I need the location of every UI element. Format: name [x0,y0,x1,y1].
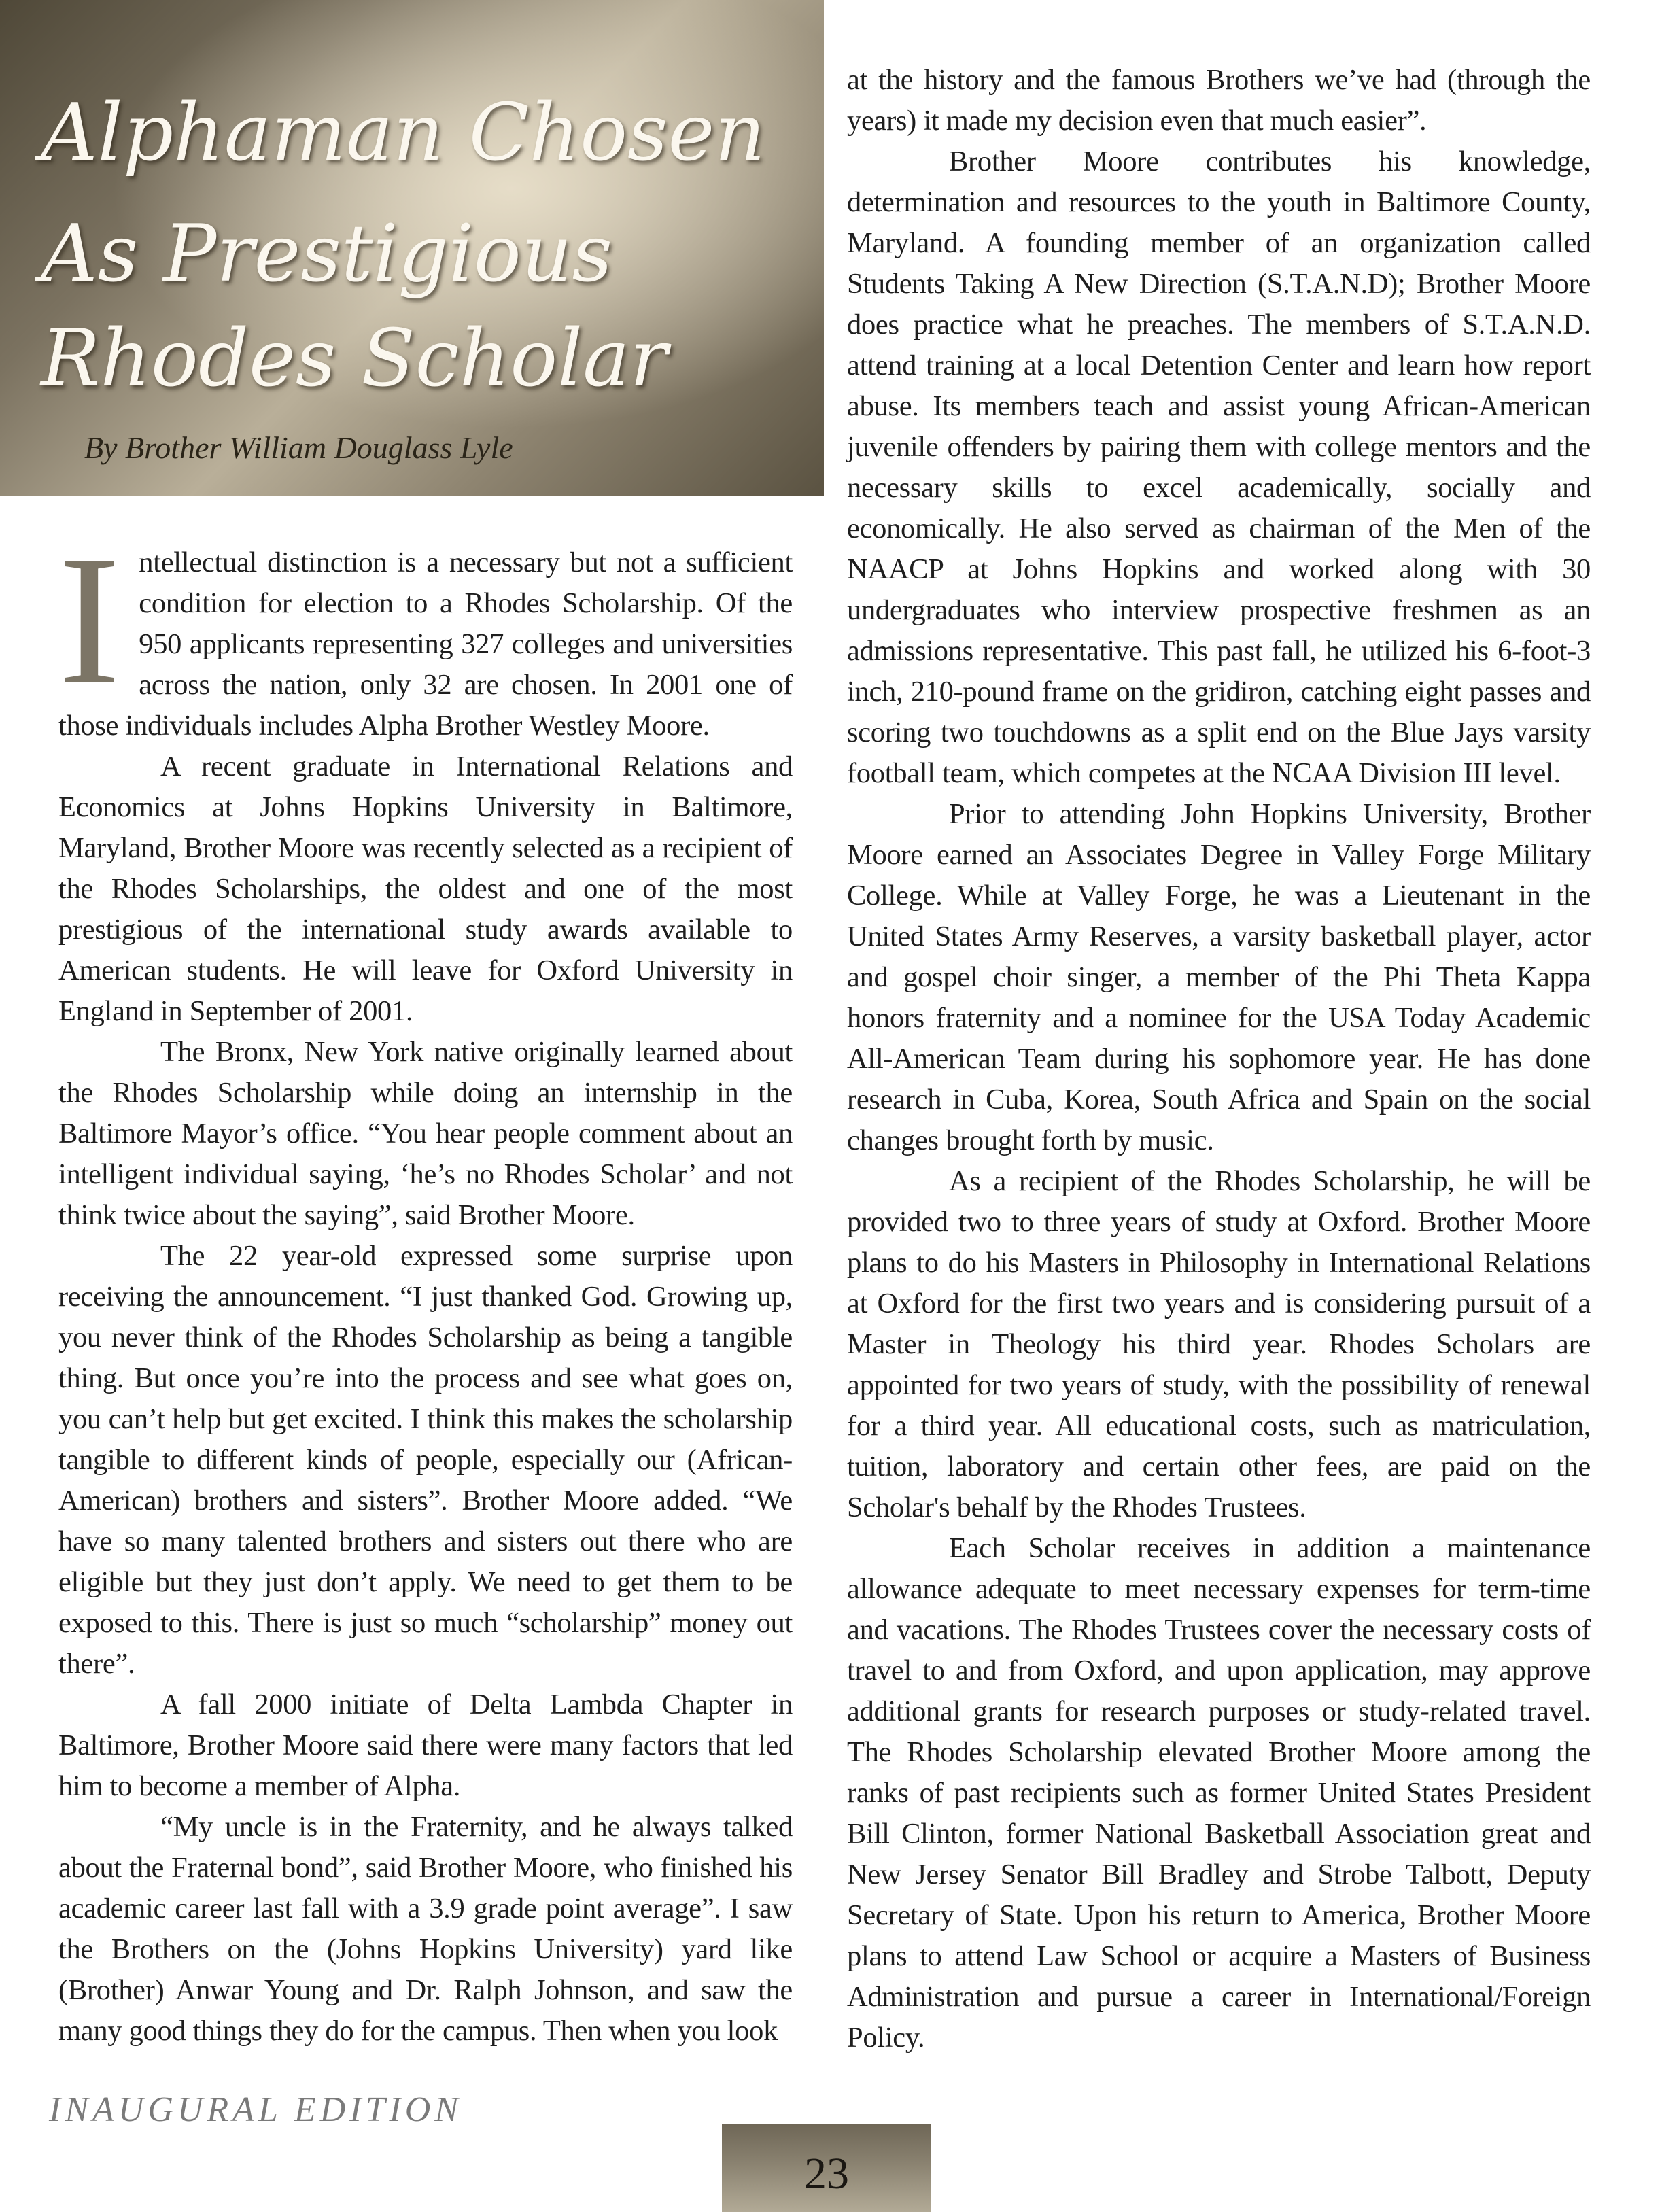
left-column [58,518,793,2052]
article-paragraph: The Bronx, New York native originally learned about the Rhodes Scholarship while doing an internship in the Baltimore Mayor’s office. “You hear people comment about an intelligent individual saying, ‘he’s no Rhodes Scholar’ and not think twice about the saying”, said Brother Moore. [58,1036,793,1231]
article-paragraph: Each Scholar receives in addition a maintenance allowance adequate to meet necessary expenses for term-time and vacations. The Rhodes Trustees cover the necessary costs of travel to and from Oxford, and upon application, may approve additional grants for research purposes or study-related travel. The Rhodes Scholarship elevated Brother Moore among the ranks of past recipients such as former United States President Bill Clinton, former National Basketball Association great and New Jersey Senator Bill Bradley and Strobe Talbott, Deputy Secretary of State. Upon his return to America, Brother Moore plans to attend Law School or acquire a Masters of Business Administration and pursue a career in International/Foreign Policy. [847,1532,1591,2054]
byline: By Brother William Douglass Lyle [84,430,513,465]
edition-label: INAUGURAL EDITION [49,2090,463,2129]
article-paragraph: The 22 year-old expressed some surprise upon receiving the announcement. “I just thanked God. Growing up, you never think of the Rhodes Scholarship as being a tangible thing. But once you’re into the process and see what goes on, you can’t help but get excited. I think this makes the scholarship tangible to different kinds of people, especially our (African-American) brothers and sisters”. Brother Moore added. “We have so many talented brothers and sisters out there who are eligible but they just don’t apply. We need to get them to be exposed to this. There is just so much “scholarship” money out there”. [58,1240,793,1680]
page-number: 23 [804,2149,849,2198]
drop-cap: I [58,518,120,723]
article-paragraph [58,518,793,746]
first-paragraph-text: ntellectual distinction is a necessary but not a sufficient condition for election to a Rhodes Scholarship. Of the 950 applicants representing 327 colleges and universities across the nation, only 32 are chosen. In 2001 one of those individuals includes Alpha Brother Westley Moore. [58,547,793,742]
article-paragraph: A fall 2000 initiate of Delta Lambda Chapter in Baltimore, Brother Moore said there were many factors that led him to become a member of Alpha. [58,1689,793,1802]
article-paragraph: A recent graduate in International Relations and Economics at Johns Hopkins University in Baltimore, Maryland, Brother Moore was recently selected as a recipient of the Rhodes Scholarships, the oldest and one of the most prestigious of the international study awards available to American students. He will leave for Oxford University in England in September of 2001. [58,750,793,1027]
page-number-box [722,2124,931,2212]
article-paragraph: Prior to attending John Hopkins University, Brother Moore earned an Associates Degree in Valley Forge Military College. While at Valley Forge, he was a Lieutenant in the United States Army Reserves, a varsity basketball player, actor and gospel choir singer, a member of the Phi Theta Kappa honors fraternity and a nominee for the USA Today Academic All-American Team during his sophomore year. He has done research in Cuba, Korea, South Africa and Spain on the social changes brought forth by music. [847,798,1591,1156]
title-line-1: Alphaman Chosen [41,87,765,179]
article-paragraph-continued: at the history and the famous Brothers we’ve had (through the years) it made my decision even that much easier”. [847,64,1591,137]
title-line-3: Rhodes Scholar [41,313,668,404]
title-line-2: As Prestigious [41,208,612,300]
article-paragraph: “My uncle is in the Fraternity, and he always talked about the Fraternal bond”, said Brother Moore, who finished his academic career last fall with a 3.9 grade point average”. I saw the Brothers on the (Johns Hopkins University) yard like (Brother) Anwar Young and Dr. Ralph Johnson, and saw the many good things they do for the campus. Then when you look [58,1811,793,2047]
right-column [847,60,1591,2058]
title-banner [0,0,824,496]
article-paragraph: As a recipient of the Rhodes Scholarship, he will be provided two to three years of study at Oxford. Brother Moore plans to do his Masters in Philosophy in International Relations at Oxford for the first two years and is considering pursuit of a Master in Theology his third year. Rhodes Scholars are appointed for two years of study, with the possibility of renewal for a third year. All educational costs, such as matriculation, tuition, laboratory and certain other fees, are paid on the Scholar's behalf by the Rhodes Trustees. [847,1165,1591,1523]
article-paragraph: Brother Moore contributes his knowledge, determination and resources to the youth in Baltimore County, Maryland. A founding member of an organization called Students Taking A New Direction (S.T.A.N.D); Brother Moore does practice what he preaches. The members of S.T.A.N.D. attend training at a local Detention Center and learn how report abuse. Its members teach and assist young African-American juvenile offenders by pairing them with college mentors and the necessary skills to excel academically, socially and economically. He also served as chairman of the Men of the NAACP at Johns Hopkins and worked along with 30 undergraduates who interview prospective freshmen as an admissions representative. This past fall, he utilized his 6-foot-3 inch, 210-pound frame on the gridiron, catching eight passes and scoring two touchdowns as a split end on the Blue Jays varsity football team, which competes at the NCAA Division III level. [847,145,1591,789]
